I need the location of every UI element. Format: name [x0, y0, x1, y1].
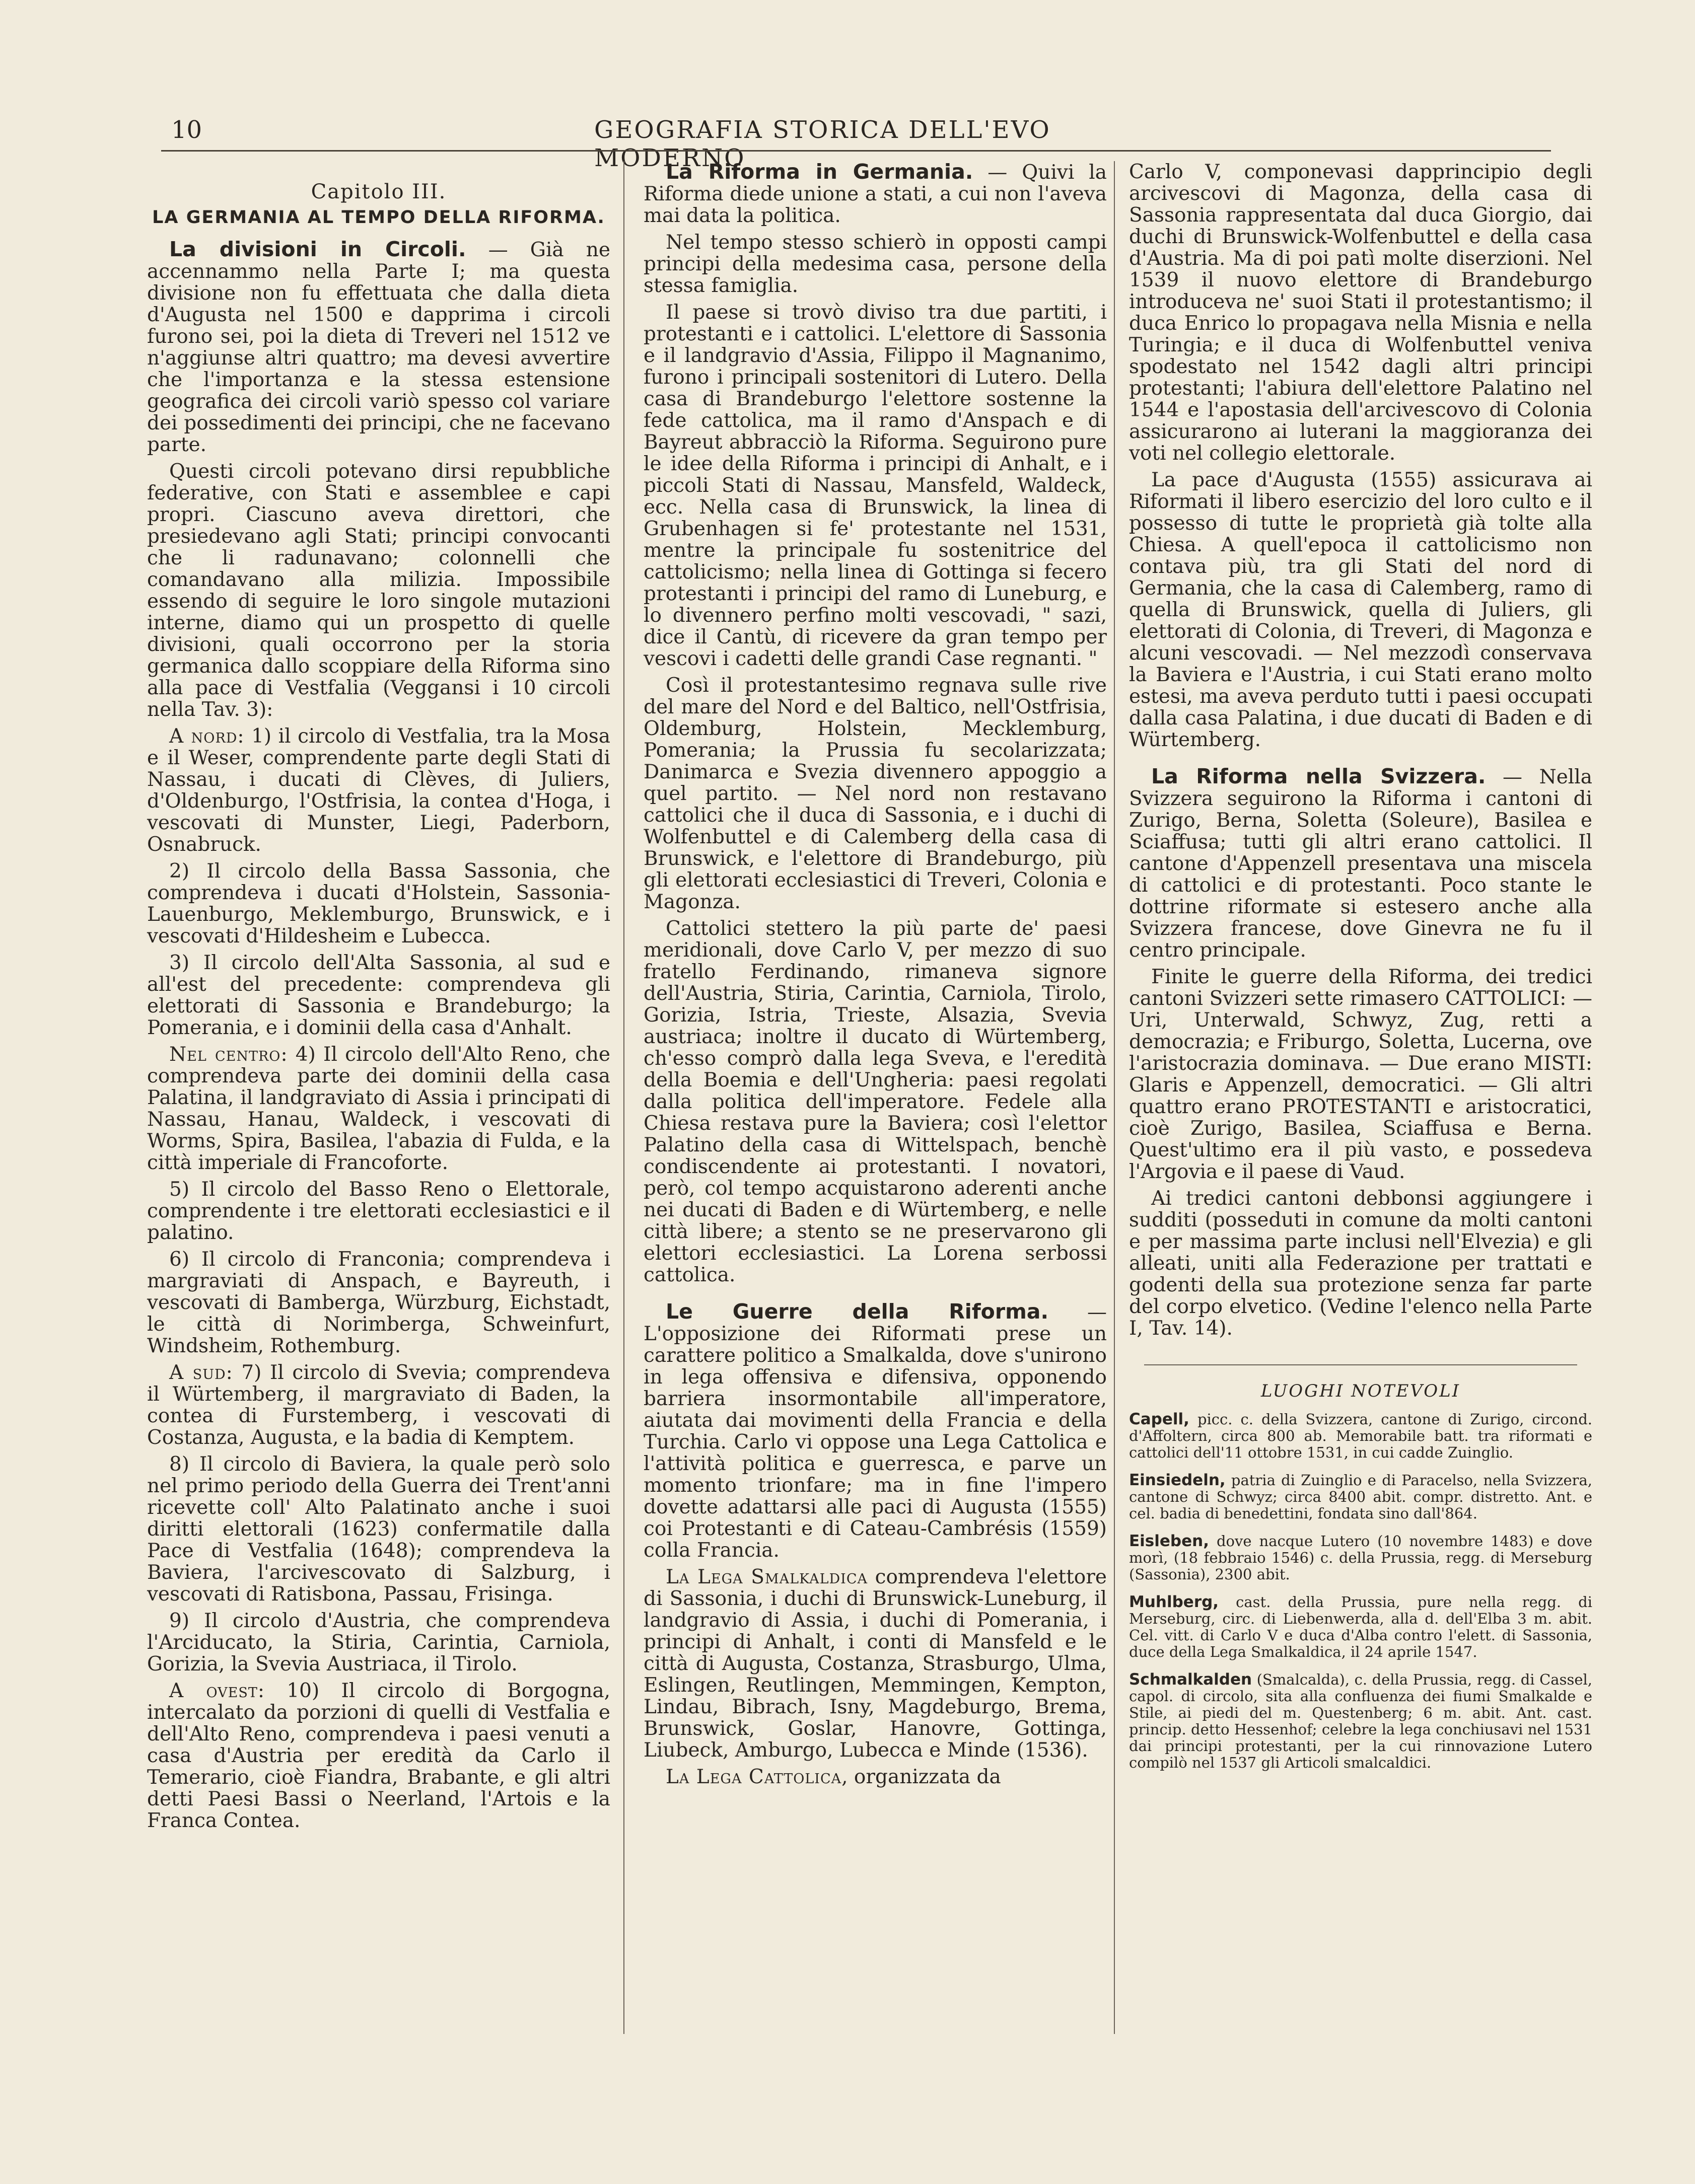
- paragraph: Cattolici stettero la più parte de' paesi meridionali, dove Carlo V, per mezzo di suo fratello Ferdinando, rimaneva signore dell'Austria, Stiria, Carintia, Carniola, Tirolo, Gorizia, Istria, Trieste, Alsazia, Svevia austriaca; inoltre il ducato di Würtemberg, ch'esso comprò dalla lega Sveva, e l'eredità della Boemia e dell'Ungheria: paesi regolati dalla politica dell'imperatore. Fedele alla Chiesa restava pure la Baviera; così l'elettor Palatino della casa di Wittelspach, benchè condiscendente ai protestanti. I novatori, però, col tempo acquistarono aderenti anche nei ducati di Baden e di Würtemberg, e nelle città libere; a stento se ne preservarono gli elettori ecclesiastici. La Lorena serbossi cattolica.: [644, 917, 1107, 1286]
- paragraph: A sud: 7) Il circolo di Svevia; comprendeva il Würtemberg, il margraviato di Baden, la contea di Furstemberg, i vescovati di Costanza, Augusta, e la badia di Kemptem.: [147, 1361, 610, 1449]
- paragraph: A nord: 1) il circolo di Vestfalia, tra la Mosa e il Weser, comprendente parte degli Stati di Nassau, i ducati di Clèves, di Juliers, d'Oldenburgo, l'Ostfrisia, la contea d'Hoga, i vescovati di Munster, Liegi, Paderborn, Osnabruck.: [147, 725, 610, 856]
- section-rule: [1144, 1364, 1577, 1365]
- paragraph: Ai tredici cantoni debbonsi aggiungere i sudditi (posseduti in comune da molti cantoni e per massima parte inclusi nell'Elvezia) e gli alleati, uniti alla Federazione per trattati e godenti della sua protezione senza far parte del corpo elvetico. (Vedine l'elenco nella Parte I, Tav. 14).: [1129, 1187, 1592, 1340]
- paragraph: 8) Il circolo di Baviera, la quale però solo nel primo periodo della Guerra dei Trent'anni ricevette coll' Alto Palatinato anche i suoi diritti elettorali (1623) confermatile dalla Pace di Vestfalia (1648); comprendeva la Baviera, l'arcivescovato di Salzburg, i vescovati di Ratisbona, Passau, Frisinga.: [147, 1453, 610, 1606]
- paragraph: La pace d'Augusta (1555) assicurava ai Riformati il libero esercizio del loro culto e il possesso di tutte le proprietà già tolte alla Chiesa. A quell'epoca il cattolicismo non contava più, tra gli Stati del nord di Germania, che la casa di Calemberg, ramo di quella di Brunswick, quella di Juliers, gli elettorati di Colonia, di Treveri, di Magonza e alcuni vescovadi. — Nel mezzodì conservava la Baviera e l'Austria, i cui Stati erano molto estesi, ma aveva perduto tutti i paesi occupati dalla casa Palatina, i due ducati di Baden e di Würtemberg.: [1129, 469, 1592, 751]
- column-middle: [644, 161, 1107, 1793]
- paragraph: 6) Il circolo di Franconia; comprendeva i margraviati di Anspach, e Bayreuth, i vescovati di Bamberga, Würzburg, Eichstadt, le città di Norimberga, Schweinfurt, Windsheim, Rothemburg.: [147, 1248, 610, 1357]
- section-heading: La divisioni in Circoli.: [169, 237, 466, 261]
- list-item: Capell, picc. c. della Svizzera, cantone di Zurigo, circond. d'Affoltern, circa 800 ab. Memorabile batt. tra riformati e cattolici dell'11 ottobre 1531, in cui cadde Zuinglio.: [1129, 1410, 1592, 1461]
- section-heading: Le Guerre della Riforma.: [666, 1299, 1049, 1324]
- column-left: [147, 161, 610, 1837]
- running-title: GEOGRAFIA STORICA DELL'EVO MODERNO: [594, 116, 1051, 172]
- paragraph: La Lega Cattolica, organizzata da: [666, 1766, 1001, 1788]
- paragraph: Nel tempo stesso schierò in opposti campi principi della medesima casa, persone della stessa famiglia.: [644, 231, 1107, 297]
- paragraph: La Riforma nella Svizzera. — Nella Svizzera seguirono la Riforma i cantoni di Zurigo, Berna, Soletta (Soleure), Basilea e Sciaffusa; tutti gli altri erano cattolici. Il cantone d'Appenzell presentava una miscela di cattolici e di protestanti. Poco stante le dottrine riformate si estesero anche alla Svizzera francese, dove Ginevra ne fu il centro principale.: [1129, 764, 1592, 962]
- section-heading: La Riforma nella Svizzera.: [1151, 764, 1486, 788]
- paragraph: 2) Il circolo della Bassa Sassonia, che comprendeva i ducati d'Holstein, Sassonia-Lauenburgo, Meklemburgo, Brunswick, e i vescovati d'Hildesheim e Lubecca.: [147, 860, 610, 948]
- column-divider: [623, 161, 624, 2034]
- paragraph: La Riforma in Germania. — Quivi la Riforma diede unione a stati, a cui non l'aveva mai data la politica.: [644, 160, 1107, 227]
- list-item: Eisleben, dove nacque Lutero (10 novembre 1483) e dove morì, (18 febbraio 1546) c. della Prussia, regg. di Merseburg (Sassonia), 2300 abit.: [1129, 1532, 1592, 1583]
- paragraph: Finite le guerre della Riforma, dei tredici cantoni Svizzeri sette rimasero CATTOLICI: — Uri, Unterwald, Schwyz, Zug, retti a democrazia; e Friburgo, Soletta, Lucerna, ove l'aristocrazia dominava. — Due erano MISTI: Glaris e Appenzell, democratici. — Gli altri quattro erano PROTESTANTI e aristocratici, cioè Zurigo, Basilea, Sciaffusa e Berna. Quest'ultimo era il più vasto, e possedeva l'Argovia e il paese di Vaud.: [1129, 966, 1592, 1183]
- notable-places-title: LUOGHI NOTEVOLI: [1260, 1381, 1461, 1401]
- list-item: Muhlberg, cast. della Prussia, pure nella regg. di Merseburg, circ. di Liebenwerda, alla d. dell'Elba 3 m. abit. Cel. vitt. di Carlo V e duca d'Alba contro l'elett. di Sassonia, duce della Lega Smalkaldica, il 24 aprile 1547.: [1129, 1593, 1592, 1660]
- list-item: Einsiedeln, patria di Zuinglio e di Paracelso, nella Svizzera, cantone di Schwyz; circa 8400 abit. compr. distretto. Ant. e cel. badia di benedettini, fondata sino dall'864.: [1129, 1471, 1592, 1522]
- paragraph: A ovest: 10) Il circolo di Borgogna, intercalato da porzioni di quelli di Vestfalia e dell'Alto Reno, comprendeva i paesi venuti a casa d'Austria per eredità da Carlo il Temerario, cioè Fiandra, Brabante, e gli altri detti Paesi Bassi o Neerland, l'Artois e la Franca Contea.: [147, 1680, 611, 1832]
- paragraph: Così il protestantesimo regnava sulle rive del mare del Nord e del Baltico, nell'Ostfrisia, Oldemburg, Holstein, Mecklemburg, Pomerania; la Prussia fu secolarizzata; Danimarca e Svezia divennero appoggio a quel partito. — Nel nord non restavano cattolici che il duca di Sassonia, e i duchi di Wolfenbuttel e di Calemberg della casa di Brunswick, e l'elettore di Brandeburgo, più gli elettorati ecclesiastici di Treveri, Colonia e Magonza.: [644, 674, 1107, 913]
- paragraph: 9) Il circolo d'Austria, che comprendeva l'Arciducato, la Stiria, Carintia, Carniola, Gorizia, la Svevia Austriaca, il Tirolo.: [147, 1610, 610, 1676]
- paragraph: Nel centro: 4) Il circolo dell'Alto Reno, che comprendeva parte dei dominii della casa Palatina, il landgraviato di Assia i principati di Nassau, Hanau, Waldeck, i vescovati di Worms, Spira, Basilea, l'abazia di Fulda, e la città imperiale di Francoforte.: [147, 1043, 610, 1174]
- column-right: [1129, 161, 1592, 1782]
- section-heading: La Riforma in Germania.: [666, 160, 973, 184]
- page-number: 10: [171, 116, 202, 144]
- chapter-title: LA GERMANIA AL TEMPO DELLA RIFORMA.: [152, 207, 605, 228]
- paragraph: Questi circoli potevano dirsi repubbliche federative, con Stati e assemblee e capi propri. Ciascuno aveva direttori, che presiedevano agli Stati; principi convocanti che li radunavano; colonnelli che comandavano alla milizia. Impossibile essendo di seguire le loro singole mutazioni interne, diamo qui un prospetto di quelle divisioni, quali occorrono per la storia germanica dallo scoppiare della Riforma sino alla pace di Vestfalia (Veggansi i 10 circoli nella Tav. 3):: [147, 460, 610, 721]
- header-rule: [161, 150, 1551, 152]
- paragraph: Il paese si trovò diviso tra due partiti, i protestanti e i cattolici. L'elettore di Sassonia e il landgravio d'Assia, Filippo il Magnanimo, furono i principali sostenitori di Lutero. Della casa di Brandeburgo l'elettore sostenne la fede cattolica, ma il ramo d'Anspach e di Bayreut abbracciò la Riforma. Seguirono pure le idee della Riforma i principi di Anhalt, e i piccoli Stati di Nassau, Mansfeld, Waldeck, ecc. Nella casa di Brunswick, la linea di Grubenhagen si fe' protestante nel 1531, mentre la principale fu sostenitrice del cattolicismo; nella linea di Gottinga si fecero protestanti i principi del ramo di Luneburg, e lo divennero perfino molti vescovadi, " sazi, dice il Cantù, di ricevere da gran tempo per vescovi i cadetti delle grandi Case regnanti. ": [644, 301, 1107, 670]
- paragraph: La divisioni in Circoli. — Già ne accennammo nella Parte I; ma questa divisione non fu effettuata che dalla dieta d'Augusta nel 1500 e dapprima i circoli furono sei, poi la dieta di Treveri nel 1512 ve n'aggiunse altri quattro; ma devesi avvertire che l'importanza e la stessa estensione geografica dei circoli variò spesso col variare dei possedimenti dei principi, che ne facevano parte.: [147, 237, 610, 456]
- column-divider: [1114, 161, 1115, 2034]
- list-item: Schmalkalden (Smalcalda), c. della Prussia, regg. di Cassel, capol. di circolo, sita alla confluenza dei fiumi Smalkalde e Stile, ai piedi del m. Questenberg; 6 m. abit. Ant. cast. princip. detto Hessenhof; celebre la lega conchiusavi nel 1531 dai principi protestanti, per la cui rinnovazione Lutero compilò nel 1537 gli Articoli smalcaldici.: [1129, 1670, 1592, 1771]
- paragraph: La Lega Smalkaldica comprendeva l'elettore di Sassonia, i duchi di Brunswick-Luneburg, il landgravio di Assia, i duchi di Pomerania, i principi di Anhalt, i conti di Mansfeld e le città di Augusta, Costanza, Strasburgo, Ulma, Eslingen, Reutlingen, Memmingen, Kempton, Lindau, Bibrach, Isny, Magdeburgo, Brema, Brunswick, Goslar, Hanovre, Gottinga, Liubeck, Amburgo, Lubecca e Minde (1536).: [644, 1566, 1107, 1762]
- chapter-label: Capitolo III.: [311, 180, 447, 203]
- paragraph: Le Guerre della Riforma. — L'opposizione dei Riformati prese un carattere politico a Smalkalda, dove s'unirono in lega offensiva e difensiva, opponendo barriera insormontabile all'imperatore, aiutata dai movimenti della Francia e della Turchia. Carlo vi oppose una Lega Cattolica e l'attività politica e guerresca, e parve un momento trionfare; ma in fine l'impero dovette adattarsi alle paci di Augusta (1555) coi Protestanti e di Cateau-Cambrésis (1559) colla Francia.: [644, 1299, 1107, 1562]
- paragraph: 5) Il circolo del Basso Reno o Elettorale, comprendente i tre elettorati ecclesiastici e il palatino.: [147, 1178, 610, 1244]
- paragraph: 3) Il circolo dell'Alta Sassonia, al sud e all'est del precedente: comprendeva gli elettorati di Sassonia e Brandeburgo; la Pomerania, e i dominii della casa d'Anhalt.: [147, 952, 610, 1039]
- paragraph: Carlo V, componevasi dapprincipio degli arcivescovi di Magonza, della casa di Sassonia rappresentata dal duca Giorgio, dai duchi di Brunswick-Wolfenbuttel e della casa d'Austria. Ma di poi patì molte diserzioni. Nel 1539 il nuovo elettore di Brandeburgo introduceva ne' suoi Stati il protestantismo; il duca Enrico lo propagava nella Misnia e nella Turingia; e il duca di Wolfenbuttel veniva spodestato nel 1542 dagli altri principi protestanti; l'abiura dell'elettore Palatino nel 1544 e l'apostasia dell'arcivescovo di Colonia assicurarono ai luterani la maggioranza dei voti nel collegio elettorale.: [1129, 161, 1592, 465]
